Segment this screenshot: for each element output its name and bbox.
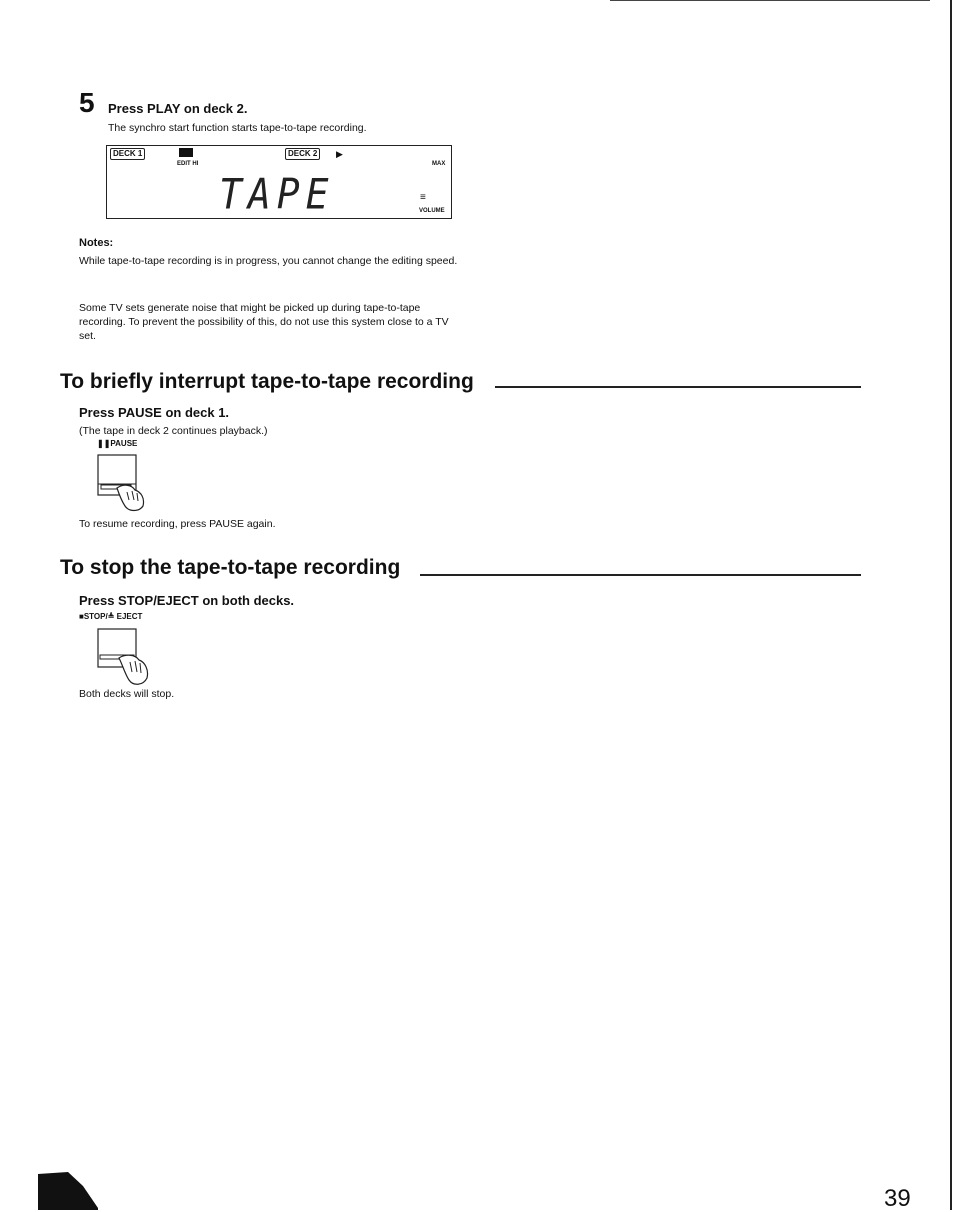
- max-label: MAX: [432, 161, 446, 167]
- section-rule: [420, 574, 861, 576]
- corner-tab-mark: [38, 1168, 100, 1210]
- page-number: 39: [884, 1185, 911, 1212]
- note-editing-speed: While tape-to-tape recording is in progress, you cannot change the editing speed.: [79, 255, 458, 267]
- edit-label: EDIT HI: [177, 161, 199, 167]
- pause-subtext: (The tape in deck 2 continues playback.): [79, 425, 268, 437]
- stop-button-press-illustration: [97, 628, 167, 688]
- deck1-indicator: DECK 1: [110, 148, 145, 160]
- resume-text: To resume recording, press PAUSE again.: [79, 518, 276, 530]
- step-title: Press PLAY on deck 2.: [108, 101, 248, 116]
- stop-button-label: ■STOP/≜ EJECT: [79, 612, 143, 621]
- volume-label: VOLUME: [419, 208, 445, 214]
- step-number: 5: [79, 87, 95, 118]
- stop-result-text: Both decks will stop.: [79, 688, 175, 700]
- lcd-display: [106, 145, 452, 219]
- edit-indicator-icon: [179, 148, 193, 157]
- right-edge-rule: [950, 0, 952, 1210]
- notes-heading: Notes:: [79, 237, 114, 249]
- play-icon: ▶: [336, 149, 343, 159]
- deck2-indicator: DECK 2: [285, 148, 320, 160]
- section-title-stop: To stop the tape-to-tape recording: [60, 556, 401, 579]
- section-title-interrupt: To briefly interrupt tape-to-tape recording: [60, 370, 474, 393]
- stop-instruction: Press STOP/EJECT on both decks.: [79, 593, 295, 608]
- pause-instruction: Press PAUSE on deck 1.: [79, 405, 230, 420]
- volume-bars-icon: ≡: [420, 192, 426, 203]
- segment-display-text: TAPE: [219, 169, 335, 219]
- pause-button-label: ❚❚PAUSE: [97, 439, 138, 448]
- top-rule: [610, 0, 930, 1]
- pause-button-press-illustration: [97, 454, 167, 514]
- step-description: The synchro start function starts tape-to-tape recording.: [108, 122, 367, 134]
- note-tv-noise: Some TV sets generate noise that might be picked up during tape-to-tape recording. To prevent the possibility of this, do not use this system close to a TV set.: [79, 302, 449, 342]
- section-rule: [495, 386, 861, 388]
